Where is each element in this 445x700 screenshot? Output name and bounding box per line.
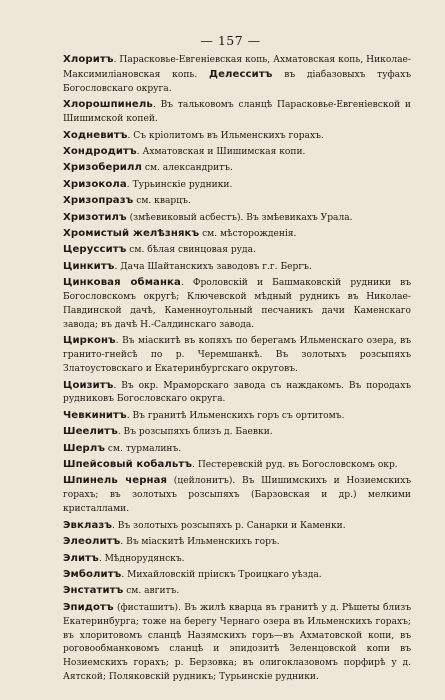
entry-term: Чевкинитъ (63, 409, 127, 421)
entry-term: Хризокола (63, 178, 127, 190)
entry-term: Хлоритъ (63, 54, 114, 65)
entry-text: . Мѣднорудянскъ. (98, 553, 185, 564)
entry-text: см. александритъ. (141, 163, 233, 174)
entry-epidote (38, 601, 411, 685)
entry-term: Эвклазъ (63, 519, 113, 531)
entry-chromite (38, 227, 411, 242)
entry-term: Хризоберилл (63, 162, 142, 174)
entry-text: въ діабазовыхъ туфахъ Богословскаго округа. (63, 69, 411, 94)
entry-term: Хондродитъ (63, 145, 137, 157)
entry-text: . Въ окр. Мраморскаго завода съ наждакомъ. Въ породахъ рудниковъ Богословскаго округа. (63, 380, 411, 405)
mineral-entries (38, 53, 411, 685)
page-number: — 157 — (200, 33, 261, 48)
entry-term: Ходневитъ (63, 129, 128, 141)
entry-text: . Турьинскіе рудники. (126, 179, 233, 190)
entry-chevkinite (38, 409, 411, 424)
entry-chlorospinel (38, 98, 411, 127)
entry-scheelite (38, 425, 411, 440)
entry-term: Хромистый желѣзнякъ (63, 227, 200, 239)
entry-term: Шпинель черная (63, 475, 168, 487)
entry-text: . Въ гранитѣ Ильменскихъ горъ съ ортитомъ. (126, 410, 345, 421)
entry-term: Эпидотъ (63, 601, 114, 613)
entry-schorl (38, 442, 411, 457)
entry-text: . Пестеревскій руд. въ Богословскомъ окр. (192, 460, 398, 471)
entry-term: Цирконъ (63, 335, 116, 347)
entry-term: Энстатитъ (63, 585, 124, 597)
entry-chrysotile (38, 211, 411, 226)
entry-term: Элитъ (63, 552, 99, 564)
entry-chrysocolla (38, 178, 411, 193)
entry-sphalerite (38, 276, 411, 333)
entry-term: Хризотилъ (63, 211, 127, 223)
entry-chodnevite (38, 129, 411, 144)
entry-cerussite (38, 243, 411, 258)
entry-text: . Фроловскій и Башмаковскій рудники въ Богословскомъ округѣ; Ключевской мѣдный рудникъ въ Николае-Павдинской дачѣ, Каменноугольный песчаникъ дачи Каменскаго завода; въ дачѣ Н.-Салдинскаго завода. (63, 278, 412, 330)
entry-eleolite (38, 535, 411, 550)
entry-text: см. кварцъ. (133, 196, 191, 207)
entry-text: . Съ кріолитомъ въ Ильменскихъ горахъ. (127, 130, 324, 141)
entry-text: (цейлонитъ). Въ Шишимскихъ и Нозиемскихъ горахъ; въ золотыхъ розсыпяхъ (Барзовская и др.) мелкими кристаллами. (63, 476, 411, 515)
entry-text: . Дача Шайтанскихъ заводовъ г.г. Бергъ. (114, 261, 312, 272)
entry-text: . Въ тальковомъ сланцѣ Парасковье-Евгеніевской и Шишимской копей. (63, 100, 411, 125)
entry-term: Шерлъ (63, 442, 106, 454)
entry-term: Элеолитъ (63, 536, 121, 548)
entry-text: . Михайловскій пріискъ Троицкаго уѣзда. (121, 569, 322, 580)
entry-term: Делесситъ (209, 68, 273, 80)
entry-euclase (38, 519, 411, 534)
entry-zincite (38, 260, 411, 275)
entry-text: (фисташитъ). Въ жилѣ кварца въ гранитѣ у д. Рѣшеты близъ Екатеринбурга; тоже на берегу Чернаго озера въ Ильменскихъ горахъ; въ хлоритовомъ сланцѣ Назямскихъ горъ—въ Ахматовской копи, въ роговообманковомъ сланцѣ и эпидозитѣ Зеленцовской копи въ Нозиемскихъ горахъ; р. Берзовка; въ олигоклазовомъ порфирѣ у д. Аятской; Поляковскій рудникъ; Турьинскіе рудники. (63, 602, 411, 683)
entry-term: Цинковая обманка (63, 277, 181, 289)
entry-text: см. авгитъ. (123, 586, 180, 597)
entry-term: Цоизитъ (63, 379, 114, 391)
entry-chondrodite (38, 145, 411, 160)
entry-term: Шеелитъ (63, 426, 118, 438)
entry-term: Церусситъ (63, 244, 127, 256)
entry-term: Шпейсовый кобальтъ (63, 459, 193, 471)
entry-text: . Парасковье-Евгеніевская копь, Ахматовская копь, Николае-Максимиліановская копь. (63, 55, 411, 80)
entry-text: . Въ міаскитѣ Ильменскихъ горъ. (120, 537, 280, 548)
entry-term: Цинкитъ (63, 260, 115, 272)
entry-text: . Ахматовская и Шишимская копи. (136, 146, 306, 157)
entry-black-spinel (38, 474, 411, 517)
entry-term: Хлорошпинель (63, 99, 153, 111)
entry-text: см. турмалинъ. (105, 443, 182, 454)
entry-text: . Въ золотыхъ розсыпяхъ р. Санарки и Каменки. (112, 520, 346, 531)
entry-term: Эмболитъ (63, 568, 122, 580)
entry-enstatite (38, 584, 411, 599)
entry-chrysoberyl (38, 161, 411, 176)
entry-speiss-cobalt (38, 458, 411, 473)
entry-text: . Въ розсыпяхъ близъ д. Баевки. (117, 427, 273, 438)
entry-text: (змѣевиковый асбестъ). Въ змѣевикахъ Урала. (126, 212, 353, 223)
entry-term: Хризопразъ (63, 195, 134, 207)
entry-chlorite (38, 53, 411, 97)
entry-zircon (38, 334, 411, 377)
entry-text: см. мѣсторожденія. (199, 228, 297, 239)
entry-zoisite (38, 379, 411, 408)
entry-chrysoprase (38, 194, 411, 209)
entry-embolite (38, 568, 411, 583)
entry-text: см. бѣлая свинцовая руда. (126, 245, 256, 256)
entry-elite (38, 552, 411, 567)
entry-text: . Въ міаскитѣ въ копяхъ по берегамъ Ильменскаго озера, въ гранито-гнейсѣ по р. Черемшанкѣ. Въ золотыхъ розсыпяхъ Златоустовскаго и Екатеринбургскаго округовъ. (63, 336, 411, 375)
